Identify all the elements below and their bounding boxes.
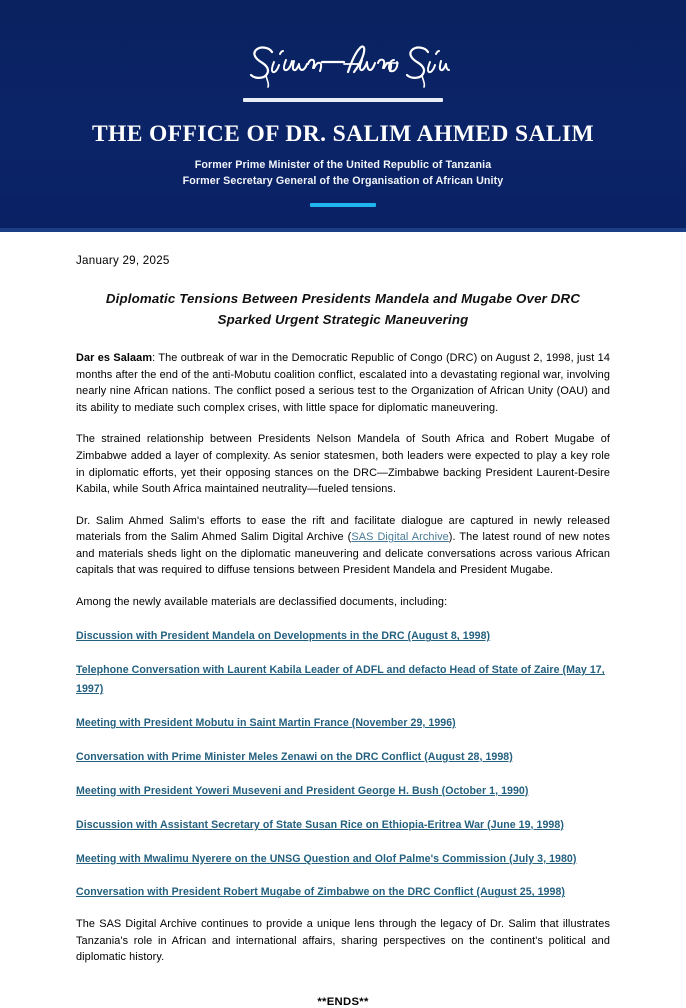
declassified-document-link[interactable]: Conversation with Prime Minister Meles Zenawi on the DRC Conflict (August 28, 1998) bbox=[76, 750, 513, 763]
declassified-documents-list bbox=[76, 626, 610, 901]
document-body bbox=[0, 232, 686, 1008]
list-item bbox=[76, 815, 610, 834]
sas-digital-archive-link[interactable]: SAS Digital Archive bbox=[351, 531, 449, 544]
closing-paragraph: The SAS Digital Archive continues to provide a unique lens through the legacy of Dr. Salim that illustrates Tanzania's role in African and international affairs, sharing perspectives on the continent's political and diplomatic history. bbox=[76, 918, 610, 964]
list-item bbox=[76, 660, 610, 698]
declassified-document-link[interactable]: Meeting with President Yoweri Museveni and President George H. Bush (October 1, 1990) bbox=[76, 784, 529, 797]
list-item bbox=[76, 713, 610, 732]
accent-bar bbox=[310, 203, 376, 207]
paragraph-one-text: : The outbreak of war in the Democratic Republic of Congo (DRC) on August 2, 1998, just 14 months after the end of the anti-Mobutu coalition conflict, escalated into a devastating regional war, involving nearly nine African nations. The conflict posed a serious test to the Organization of African Unity (OAU) and its ability to mediate such complex crises, with little space for diplomatic maneuvering. bbox=[76, 352, 610, 414]
list-item bbox=[76, 849, 610, 868]
paragraph-one bbox=[76, 350, 610, 416]
ends-marker: **ENDS** bbox=[317, 996, 369, 1008]
paragraph-three bbox=[76, 513, 610, 579]
paragraph-three-text-before: Dr. Salim Ahmed Salim's efforts to ease the rift and facilitate dialogue are captured in newly released materials from the Salim Ahmed Salim Digital Archive ( bbox=[76, 514, 610, 544]
subtitle-line-2: Former Secretary General of the Organisation of African Unity bbox=[182, 175, 504, 188]
list-item bbox=[76, 626, 610, 645]
banner-bottom-strip bbox=[0, 228, 686, 232]
declassified-document-link[interactable]: Meeting with President Mobutu in Saint Martin France (November 29, 1996) bbox=[76, 717, 456, 729]
article-headline: Diplomatic Tensions Between Presidents Mandela and Mugabe Over DRC Sparked Urgent Strategic Maneuvering bbox=[105, 291, 581, 327]
list-item bbox=[76, 747, 610, 766]
list-item bbox=[76, 882, 610, 901]
paragraph-two: The strained relationship between Presidents Nelson Mandela of South Africa and Robert Mugabe of Zimbabwe added a layer of complexity. As senior statesmen, both leaders were expected to play a key role in diplomatic efforts, yet their opposing stances on the DRC—Zimbabwe backing President Laurent-Desire Kabila, while South Africa maintained neutrality—fueled tensions. bbox=[76, 433, 610, 496]
declassified-document-link[interactable]: Telephone Conversation with Laurent Kabila Leader of ADFL and defacto Head of State of Zaire (May 17, 1997) bbox=[76, 664, 605, 696]
declassified-document-link[interactable]: Conversation with President Robert Mugabe of Zimbabwe on the DRC Conflict (August 25, 1998) bbox=[76, 886, 565, 899]
dateline: Dar es Salaam bbox=[76, 352, 153, 365]
letterhead-subtitles bbox=[0, 157, 686, 190]
letterhead-banner bbox=[0, 0, 686, 232]
declassified-document-link[interactable]: Meeting with Mwalimu Nyerere on the UNSG Question and Olof Palme's Commission (July 3, 1980) bbox=[76, 852, 577, 865]
signature-underline-rule bbox=[243, 98, 443, 102]
signature-script-icon bbox=[236, 38, 451, 90]
declassified-document-link[interactable]: Discussion with President Mandela on Developments in the DRC (August 8, 1998) bbox=[76, 630, 491, 643]
list-item bbox=[76, 781, 610, 800]
document-date: January 29, 2025 bbox=[76, 254, 170, 267]
declassified-document-link[interactable]: Discussion with Assistant Secretary of State Susan Rice on Ethiopia-Eritrea War (June 19, 1998) bbox=[76, 818, 564, 831]
paragraph-three-text-after: ). The latest round of new notes and materials sheds light on the diplomatic maneuvering and delicate conversations across various African capitals that was required to diffuse tensions between President Mandela and President Mugabe. bbox=[76, 531, 610, 577]
signature-block bbox=[0, 0, 686, 102]
declassified-list-intro: Among the newly available materials are declassified documents, including: bbox=[76, 595, 448, 608]
subtitle-line-1: Former Prime Minister of the United Republic of Tanzania bbox=[194, 158, 492, 171]
page-title: THE OFFICE OF DR. SALIM AHMED SALIM bbox=[91, 121, 595, 147]
